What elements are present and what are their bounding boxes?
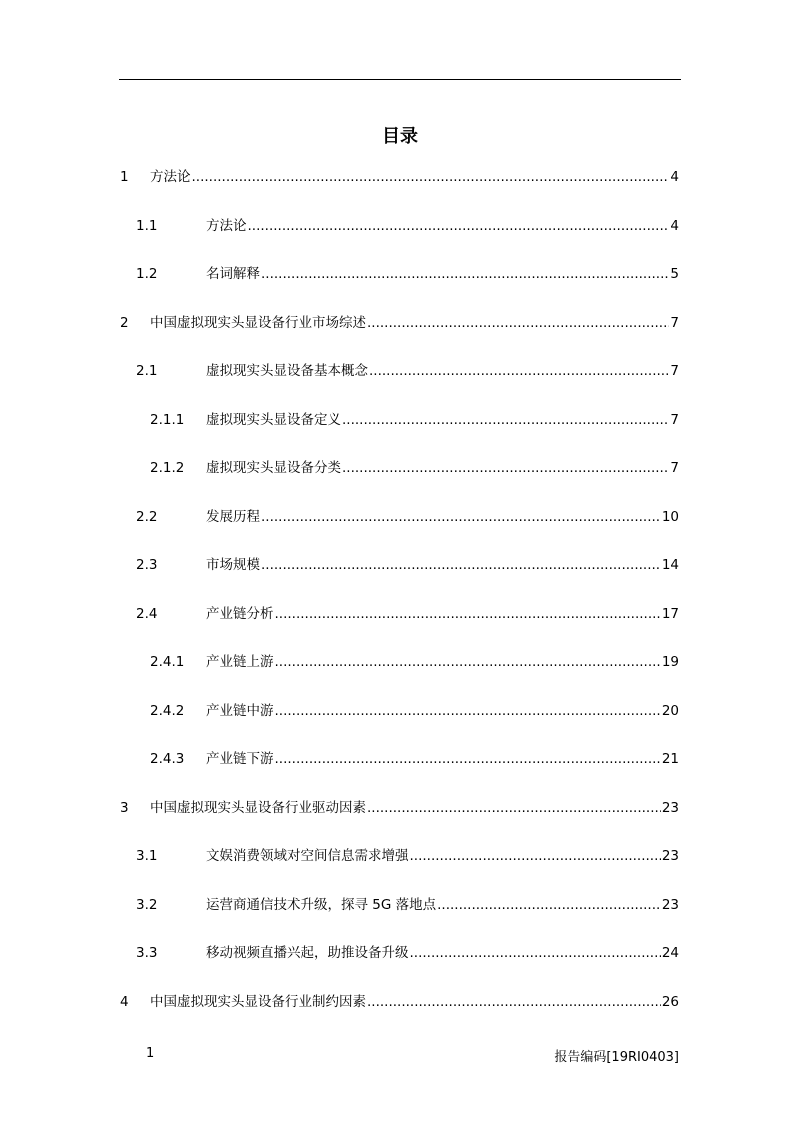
toc-entry[interactable] <box>0 748 800 770</box>
toc-entry-page: 7 <box>670 314 679 331</box>
toc-entry[interactable] <box>0 457 800 479</box>
toc-entry-title: 运营商通信技术升级，探寻 5G 落地点 <box>206 896 437 913</box>
toc-entry-number: 2.4.1 <box>150 654 185 670</box>
toc-entry-number: 2.4.3 <box>150 751 185 767</box>
toc-entry-number: 3.3 <box>136 945 158 961</box>
toc-entry-number: 2.2 <box>136 508 158 525</box>
toc-entry[interactable] <box>0 312 800 334</box>
toc-dot-leader <box>342 457 669 479</box>
toc-entry-number: 4 <box>120 993 129 1010</box>
toc-entry-title: 产业链分析 <box>206 605 274 622</box>
toc-entry-page: 4 <box>670 169 679 185</box>
footer-page-number: 1 <box>146 1046 155 1061</box>
toc-entry-page: 7 <box>670 411 679 428</box>
toc-dot-leader <box>275 748 661 770</box>
toc-entry-title: 中国虚拟现实头显设备行业驱动因素 <box>150 799 366 816</box>
toc-entry-title: 产业链下游 <box>206 751 274 767</box>
toc-dot-leader <box>261 263 669 285</box>
toc-entry-page: 10 <box>661 508 679 525</box>
toc-entry-title: 虚拟现实头显设备定义 <box>206 411 341 428</box>
toc-dot-leader <box>367 797 661 819</box>
toc-dot-leader <box>342 409 669 431</box>
toc-entry-page: 20 <box>661 702 679 719</box>
toc-entry-title: 文娱消费领域对空间信息需求增强 <box>206 848 409 864</box>
toc-dot-leader <box>275 651 661 673</box>
toc-dot-leader <box>410 845 661 867</box>
toc-entry-number: 3.1 <box>136 848 158 864</box>
toc-entry-title: 虚拟现实头显设备基本概念 <box>206 363 368 379</box>
toc-entry-title: 虚拟现实头显设备分类 <box>206 460 341 476</box>
toc-title: 目录 <box>382 126 418 147</box>
toc-dot-leader <box>192 166 670 188</box>
toc-entry-title: 名词解释 <box>206 266 260 282</box>
toc-entry-title: 产业链中游 <box>206 702 274 719</box>
toc-entry-page: 24 <box>661 945 679 961</box>
toc-entry[interactable] <box>0 554 800 576</box>
toc-entry-number: 2.4.2 <box>150 702 185 719</box>
toc-entry-title: 发展历程 <box>206 508 260 525</box>
toc-entry[interactable] <box>0 506 800 528</box>
toc-entry[interactable] <box>0 797 800 819</box>
toc-entry-page: 5 <box>670 266 679 282</box>
toc-entry[interactable] <box>0 263 800 285</box>
toc-entry-title: 方法论 <box>150 169 191 185</box>
toc-dot-leader <box>410 942 661 964</box>
toc-entry-number: 2.1 <box>136 363 158 379</box>
toc-entry-title: 市场规模 <box>206 557 260 573</box>
toc-dot-leader <box>248 215 670 237</box>
toc-dot-leader <box>367 991 661 1013</box>
toc-entry-title: 中国虚拟现实头显设备行业制约因素 <box>150 993 366 1010</box>
toc-entry-title: 产业链上游 <box>206 654 274 670</box>
toc-entry-number: 2.1.1 <box>150 411 185 428</box>
toc-entry[interactable] <box>0 700 800 722</box>
toc-entry-page: 23 <box>661 799 679 816</box>
toc-entry-page: 7 <box>670 363 679 379</box>
toc-entry-number: 1.2 <box>136 266 158 282</box>
toc-entry-number: 3.2 <box>136 896 158 913</box>
toc-dot-leader <box>261 554 661 576</box>
toc-entry-title: 移动视频直播兴起，助推设备升级 <box>206 945 409 961</box>
toc-entry-title: 方法论 <box>206 217 247 234</box>
toc-entry-page: 7 <box>670 460 679 476</box>
toc-dot-leader <box>367 312 669 334</box>
toc-entry-number: 1 <box>120 169 129 185</box>
toc-entry-page: 19 <box>661 654 679 670</box>
toc-dot-leader <box>437 894 661 916</box>
toc-entry-page: 23 <box>661 896 679 913</box>
footer-report-code: 报告编码[19RI0403] <box>554 1050 679 1065</box>
toc-dot-leader <box>275 603 661 625</box>
toc-entry-number: 2.1.2 <box>150 460 185 476</box>
toc-entry[interactable] <box>0 603 800 625</box>
toc-entry-page: 26 <box>661 993 679 1010</box>
toc-entry-page: 17 <box>661 605 679 622</box>
toc-dot-leader <box>369 360 669 382</box>
toc-entry-number: 2 <box>120 314 129 331</box>
toc-entry-number: 2.3 <box>136 557 158 573</box>
toc-dot-leader <box>275 700 661 722</box>
toc-entry[interactable] <box>0 894 800 916</box>
toc-dot-leader <box>261 506 661 528</box>
header-rule <box>119 79 681 80</box>
toc-entry-page: 23 <box>661 848 679 864</box>
toc-entry[interactable] <box>0 360 800 382</box>
toc-entry[interactable] <box>0 651 800 673</box>
toc-entry[interactable] <box>0 942 800 964</box>
toc-entry[interactable] <box>0 409 800 431</box>
toc-entry-page: 21 <box>661 751 679 767</box>
toc-entry[interactable] <box>0 215 800 237</box>
toc-entry-number: 3 <box>120 799 129 816</box>
toc-entry[interactable] <box>0 991 800 1013</box>
toc-entry-number: 1.1 <box>136 217 158 234</box>
toc-entry[interactable] <box>0 845 800 867</box>
toc-entry-page: 4 <box>670 217 679 234</box>
toc-entry[interactable] <box>0 166 800 188</box>
toc-entry-title: 中国虚拟现实头显设备行业市场综述 <box>150 314 366 331</box>
toc-entry-page: 14 <box>661 557 679 573</box>
toc-entry-number: 2.4 <box>136 605 158 622</box>
